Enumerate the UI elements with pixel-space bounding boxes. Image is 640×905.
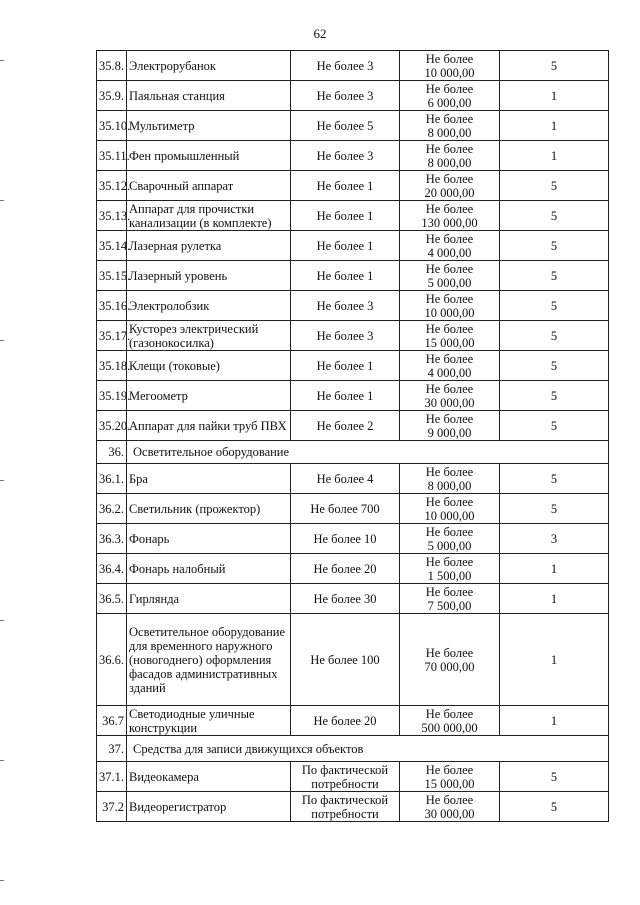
table-row	[97, 792, 609, 822]
item-price: Не более 7 500,00	[400, 584, 500, 614]
item-number: 35.15.	[97, 261, 127, 291]
item-price: Не более 4 000,00	[400, 351, 500, 381]
item-service-years: 1	[500, 584, 609, 614]
section-row	[97, 441, 609, 464]
item-number: 37.1.	[97, 762, 127, 792]
item-price: Не более 4 000,00	[400, 231, 500, 261]
item-quantity: Не более 3	[291, 51, 400, 81]
item-service-years: 5	[500, 381, 609, 411]
item-quantity: Не более 1	[291, 351, 400, 381]
item-price: Не более 70 000,00	[400, 614, 500, 706]
table-row	[97, 524, 609, 554]
norms-table	[96, 50, 609, 822]
table-row	[97, 171, 609, 201]
item-service-years: 5	[500, 51, 609, 81]
item-name: Фонарь	[127, 524, 291, 554]
table-row	[97, 584, 609, 614]
item-quantity: Не более 4	[291, 464, 400, 494]
item-price: Не более 130 000,00	[400, 201, 500, 231]
section-row	[97, 736, 609, 762]
item-number: 35.17.	[97, 321, 127, 351]
item-number: 35.9.	[97, 81, 127, 111]
item-service-years: 5	[500, 792, 609, 822]
item-quantity: Не более 5	[291, 111, 400, 141]
item-quantity: Не более 10	[291, 524, 400, 554]
table-row	[97, 291, 609, 321]
table-row	[97, 411, 609, 441]
item-service-years: 5	[500, 351, 609, 381]
item-number: 35.13.	[97, 201, 127, 231]
item-quantity: Не более 100	[291, 614, 400, 706]
item-number: 35.11.	[97, 141, 127, 171]
item-name: Видеокамера	[127, 762, 291, 792]
item-quantity: Не более 3	[291, 141, 400, 171]
table-row	[97, 321, 609, 351]
item-service-years: 1	[500, 554, 609, 584]
item-price: Не более 10 000,00	[400, 291, 500, 321]
item-number: 36.6.	[97, 614, 127, 706]
item-number: 35.14.	[97, 231, 127, 261]
item-quantity: Не более 1	[291, 171, 400, 201]
table-row	[97, 201, 609, 231]
item-service-years: 1	[500, 111, 609, 141]
item-quantity: Не более 1	[291, 201, 400, 231]
item-price: Не более 1 500,00	[400, 554, 500, 584]
item-number: 36.4.	[97, 554, 127, 584]
item-number: 35.16.	[97, 291, 127, 321]
item-number: 35.20.	[97, 411, 127, 441]
item-name: Светодиодные уличные конструкции	[127, 706, 291, 736]
item-service-years: 5	[500, 411, 609, 441]
item-quantity: Не более 1	[291, 381, 400, 411]
item-quantity: По фактической потребности	[291, 792, 400, 822]
section-title: Средства для записи движущихся объектов	[127, 736, 609, 762]
item-price: Не более 10 000,00	[400, 51, 500, 81]
item-price: Не более 30 000,00	[400, 792, 500, 822]
item-price: Не более 5 000,00	[400, 524, 500, 554]
item-quantity: Не более 1	[291, 231, 400, 261]
table-row	[97, 554, 609, 584]
item-number: 36.	[97, 441, 127, 464]
item-service-years: 3	[500, 524, 609, 554]
item-quantity: Не более 20	[291, 706, 400, 736]
item-name: Лазерный уровень	[127, 261, 291, 291]
item-name: Электролобзик	[127, 291, 291, 321]
table-row	[97, 51, 609, 81]
item-name: Кусторез электрический (газонокосилка)	[127, 321, 291, 351]
item-price: Не более 8 000,00	[400, 464, 500, 494]
item-service-years: 5	[500, 762, 609, 792]
item-quantity: Не более 2	[291, 411, 400, 441]
item-number: 35.18.	[97, 351, 127, 381]
item-name: Бра	[127, 464, 291, 494]
table-row	[97, 141, 609, 171]
item-name: Мультиметр	[127, 111, 291, 141]
item-service-years: 5	[500, 201, 609, 231]
table-body	[97, 51, 609, 822]
table-row	[97, 111, 609, 141]
item-number: 37.2	[97, 792, 127, 822]
item-number: 36.5.	[97, 584, 127, 614]
item-quantity: Не более 3	[291, 321, 400, 351]
item-service-years: 1	[500, 706, 609, 736]
table-row	[97, 464, 609, 494]
item-service-years: 5	[500, 291, 609, 321]
item-name: Фонарь налобный	[127, 554, 291, 584]
table-row	[97, 261, 609, 291]
item-service-years: 5	[500, 321, 609, 351]
item-name: Фен промышленный	[127, 141, 291, 171]
item-price: Не более 15 000,00	[400, 321, 500, 351]
table-row	[97, 494, 609, 524]
item-number: 37.	[97, 736, 127, 762]
item-price: Не более 10 000,00	[400, 494, 500, 524]
table-row	[97, 231, 609, 261]
item-number: 36.3.	[97, 524, 127, 554]
item-service-years: 1	[500, 614, 609, 706]
item-name: Осветительное оборудование для временного наружного (новогоднего) оформления фасадов административных зданий	[127, 614, 291, 706]
item-price: Не более 500 000,00	[400, 706, 500, 736]
item-price: Не более 6 000,00	[400, 81, 500, 111]
table-row	[97, 706, 609, 736]
item-price: Не более 15 000,00	[400, 762, 500, 792]
item-name: Аппарат для пайки труб ПВХ	[127, 411, 291, 441]
item-name: Электрорубанок	[127, 51, 291, 81]
table-row	[97, 81, 609, 111]
item-service-years: 5	[500, 261, 609, 291]
section-title: Осветительное оборудование	[127, 441, 609, 464]
item-quantity: Не более 20	[291, 554, 400, 584]
item-number: 36.2.	[97, 494, 127, 524]
item-name: Светильник (прожектор)	[127, 494, 291, 524]
item-quantity: Не более 3	[291, 81, 400, 111]
item-name: Видеорегистратор	[127, 792, 291, 822]
item-service-years: 1	[500, 81, 609, 111]
item-price: Не более 5 000,00	[400, 261, 500, 291]
item-quantity: Не более 30	[291, 584, 400, 614]
item-price: Не более 20 000,00	[400, 171, 500, 201]
item-name: Аппарат для прочистки канализации (в комплекте)	[127, 201, 291, 231]
table-row	[97, 762, 609, 792]
item-number: 36.1.	[97, 464, 127, 494]
item-name: Мегоометр	[127, 381, 291, 411]
table-row	[97, 381, 609, 411]
item-price: Не более 8 000,00	[400, 141, 500, 171]
item-price: Не более 30 000,00	[400, 381, 500, 411]
item-service-years: 5	[500, 494, 609, 524]
item-number: 35.8.	[97, 51, 127, 81]
table-row	[97, 351, 609, 381]
item-number: 35.10.	[97, 111, 127, 141]
item-name: Паяльная станция	[127, 81, 291, 111]
item-number: 35.19.	[97, 381, 127, 411]
item-name: Гирлянда	[127, 584, 291, 614]
item-quantity: Не более 3	[291, 291, 400, 321]
item-service-years: 1	[500, 141, 609, 171]
item-name: Сварочный аппарат	[127, 171, 291, 201]
item-quantity: Не более 700	[291, 494, 400, 524]
table-row	[97, 614, 609, 706]
item-price: Не более 9 000,00	[400, 411, 500, 441]
item-service-years: 5	[500, 464, 609, 494]
page-number: 62	[313, 26, 327, 41]
item-number: 35.12.	[97, 171, 127, 201]
item-price: Не более 8 000,00	[400, 111, 500, 141]
item-quantity: Не более 1	[291, 261, 400, 291]
item-service-years: 5	[500, 231, 609, 261]
item-quantity: По фактической потребности	[291, 762, 400, 792]
item-number: 36.7	[97, 706, 127, 736]
item-service-years: 5	[500, 171, 609, 201]
item-name: Клещи (токовые)	[127, 351, 291, 381]
item-name: Лазерная рулетка	[127, 231, 291, 261]
